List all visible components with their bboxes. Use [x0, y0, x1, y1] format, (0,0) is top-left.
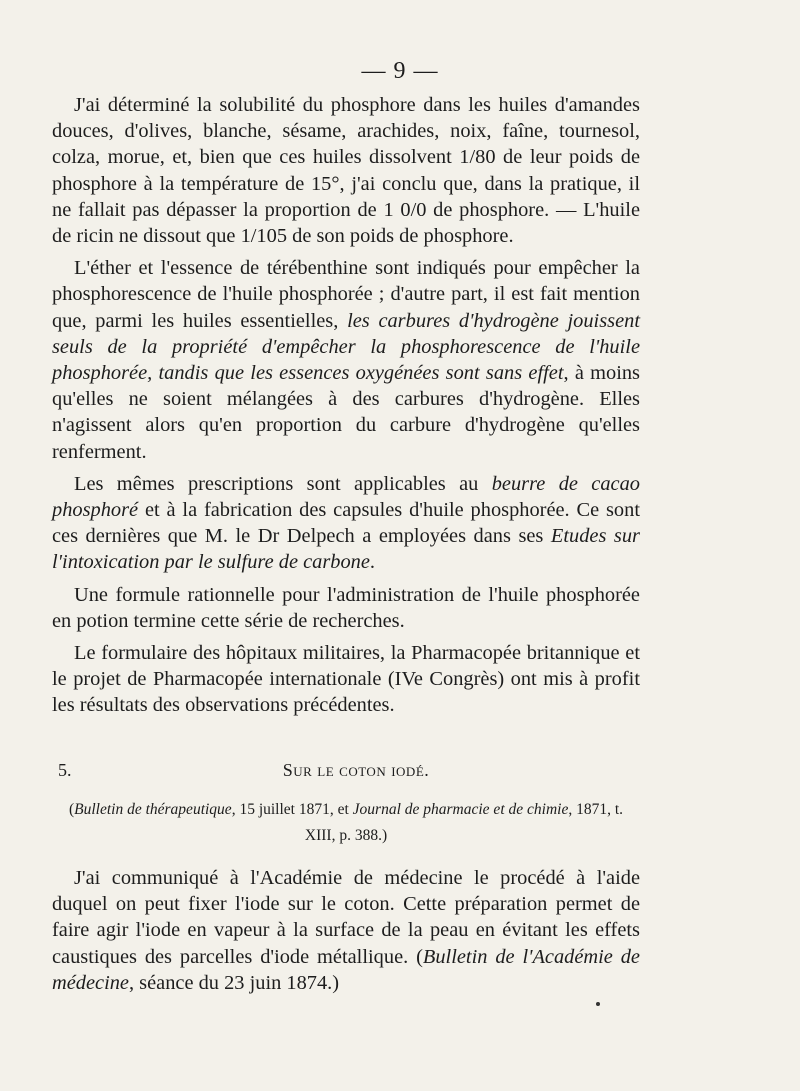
text-run: J'ai déterminé la solubilité du phosphore dans les huiles d'amandes douces, d'olives, blanche, sésame, arachides, noix, faîne, tournesol, colza, morue, et, bien que ces huiles dissolvent 1/80 de leur poids de phosphore à la température de 15°, j'ai conclu que, dans la pratique, il ne fallait pas dépasser la proportion de 1 0/0 de phosphore. — L'huile de ricin ne dissout que 1/105 de son poids de phosphore.: [52, 94, 640, 248]
ink-speck: [596, 1002, 600, 1006]
citation: [52, 797, 640, 849]
text-run: L'éther et l'essence de térébenthine sont indiqués pour empêcher la phosphorescence de l'huile phosphorée ; d'autre part, il est fait mention que, parmi les huiles essentielles,: [52, 257, 640, 332]
italic-run: Bulletin de thérapeutique: [74, 801, 232, 818]
text-run: , séance du 23 juin 1874.): [128, 971, 340, 994]
text-run: et à la fabrication des capsules d'huile phosphorée. Ce sont ces dernières que M. le Dr Delpech a employées dans ses: [52, 499, 640, 548]
section-title: Sur le coton iodé.: [282, 760, 430, 780]
text-run: J'ai communiqué à l'Académie de médecine le procédé à l'aide duquel on peut fixer l'iode sur le coton. Cette préparation permet de faire agir l'iode en vapeur à la surface de la peau en évitant les effets caustiques des parcelles d'iode métallique. (: [52, 867, 640, 968]
text-run: Le formulaire des hôpitaux militaires, la Pharmacopée britannique et le projet de Pharmacopée internationale (IVe Congrès) ont mis à profit les résultats des observations précédentes.: [52, 642, 640, 717]
italic-run: Etudes sur l'intoxication par le sulfure de carbone: [52, 525, 640, 574]
paragraph-5: [52, 640, 640, 719]
paragraph-4: [52, 582, 640, 634]
text-run: (: [68, 801, 75, 818]
text-run: , à moins qu'elles ne soient mélangées à des carbures d'hydrogène. Elles n'agissent alors qu'en proportion du carbure d'hydrogène qu'elles renferment.: [52, 362, 640, 463]
text-run: Une formule rationnelle pour l'administration de l'huile phosphorée en potion termine cette série de recherches.: [52, 583, 640, 632]
italic-run: Journal de pharmacie et de chimie: [352, 801, 569, 818]
text-run: , 1871, t. XIII, p. 388.): [304, 801, 624, 844]
italic-run: beurre de cacao phosphoré: [52, 472, 640, 522]
section-heading: [52, 760, 640, 781]
body-text: [52, 92, 640, 725]
italic-run: les carbures d'hydrogène jouissent seuls de la propriété d'empêcher la phosphorescence de l'huile phosphorée, tandis que les essences oxygénées sont sans effet: [52, 309, 640, 385]
text-run: , 15 juillet 1871, et: [231, 801, 353, 818]
italic-run: Bulletin de l'Académie de médecine: [52, 945, 640, 994]
paragraph-1: [52, 92, 640, 249]
paragraph-2: [52, 255, 640, 465]
page-number: — 9 —: [361, 58, 439, 84]
text-run: Les mêmes prescriptions sont applicables au: [74, 472, 492, 495]
paragraph-3: [52, 471, 640, 576]
closing-paragraph: [52, 865, 640, 996]
closing-text: [52, 865, 640, 996]
section-number: 5.: [58, 760, 72, 780]
text-run: .: [369, 551, 376, 574]
